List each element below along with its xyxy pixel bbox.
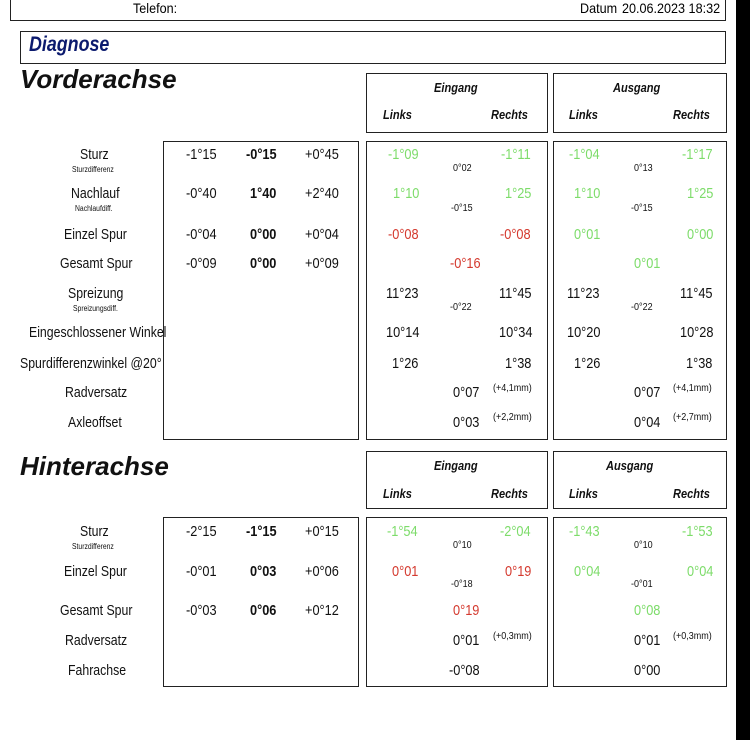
- front-nachlauf-min: -0°40: [186, 185, 217, 202]
- rear-in-sturz-diff: 0°10: [453, 540, 472, 551]
- rear-in-links: Links: [383, 486, 412, 501]
- front-out-eingeschl-left: 10°20: [567, 324, 601, 341]
- front-gesamtspur-max: +0°09: [305, 255, 339, 272]
- rear-label-gesamtspur: Gesamt Spur: [60, 602, 133, 619]
- rear-out-radversatz-mm: (+0,3mm): [673, 631, 712, 642]
- front-label-gesamtspur: Gesamt Spur: [60, 255, 133, 272]
- front-in-spreizung-right: 11°45: [499, 285, 532, 302]
- front-out-nachlauf-left: 1°10: [574, 185, 601, 202]
- front-label-spreizung: Spreizung: [68, 285, 124, 302]
- front-out-eingeschl-right: 10°28: [680, 324, 714, 341]
- front-out-links: Links: [569, 107, 598, 122]
- rear-in-sturz-right: -2°04: [500, 523, 531, 540]
- front-in-radversatz-mm: (+4,1mm): [493, 383, 532, 394]
- front-in-nachlauf-left: 1°10: [393, 185, 420, 202]
- rear-out-links: Links: [569, 486, 598, 501]
- rear-einzelspur-max: +0°06: [305, 563, 339, 580]
- front-out-sturz-right: -1°17: [682, 146, 713, 163]
- front-in-axleoffset-mm: (+2,2mm): [493, 412, 532, 423]
- front-in-axleoffset: 0°03: [453, 414, 480, 431]
- front-sturz-nominal: -0°15: [246, 146, 277, 163]
- rear-in-einzelspur-right: 0°19: [505, 563, 532, 580]
- front-label-nachlauf: Nachlauf: [71, 185, 120, 202]
- rear-out-rechts: Rechts: [673, 486, 710, 501]
- front-in-einzelspur-right: -0°08: [500, 226, 531, 243]
- header-bar: [10, 0, 726, 21]
- front-einzelspur-max: +0°04: [305, 226, 339, 243]
- rear-in-sturz-left: -1°54: [387, 523, 418, 540]
- rear-out-einzelspur-right: 0°04: [687, 563, 714, 580]
- front-nachlauf-max: +2°40: [305, 185, 339, 202]
- front-out-sturz-left: -1°04: [569, 146, 600, 163]
- rear-out-radversatz: 0°01: [634, 632, 661, 649]
- rear-out-einzelspur-diff: -0°01: [631, 579, 653, 590]
- rear-in-radversatz-mm: (+0,3mm): [493, 631, 532, 642]
- date-label: Datum: [580, 0, 618, 16]
- rear-out-sturz-diff: 0°10: [634, 540, 653, 551]
- front-gesamtspur-min: -0°09: [186, 255, 217, 272]
- rear-sturz-nominal: -1°15: [246, 523, 277, 540]
- rear-in-einzelspur-diff: -0°18: [451, 579, 473, 590]
- front-out-spreizung-diff: -0°22: [631, 302, 653, 313]
- front-sub-nachlauf: Nachlaufdiff.: [75, 204, 113, 213]
- front-out-nachlauf-right: 1°25: [687, 185, 714, 202]
- rear-gesamtspur-min: -0°03: [186, 602, 217, 619]
- rear-label-sturz: Sturz: [80, 523, 109, 540]
- front-in-spreizung-left: 11°23: [386, 285, 419, 302]
- rear-out-sturz-left: -1°43: [569, 523, 600, 540]
- front-axle-title: Vorderachse: [20, 64, 177, 94]
- front-nachlauf-nominal: 1°40: [250, 185, 277, 202]
- diagnose-box: [20, 31, 726, 64]
- front-out-axleoffset-mm: (+2,7mm): [673, 412, 712, 423]
- date-value: 20.06.2023 18:32: [622, 0, 721, 16]
- front-in-eingeschl-left: 10°14: [386, 324, 420, 341]
- rear-sturz-max: +0°15: [305, 523, 339, 540]
- front-einzelspur-min: -0°04: [186, 226, 217, 243]
- front-sturz-min: -1°15: [186, 146, 217, 163]
- front-out-spurdiff-right: 1°38: [686, 355, 713, 372]
- rear-out-fahrachse: 0°00: [634, 662, 661, 679]
- front-label-eingeschlossener: Eingeschlossener Winkel: [29, 324, 167, 341]
- rear-einzelspur-min: -0°01: [186, 563, 217, 580]
- rear-gesamtspur-nominal: 0°06: [250, 602, 277, 619]
- front-in-spreizung-diff: -0°22: [450, 302, 472, 313]
- rear-in-rechts: Rechts: [491, 486, 528, 501]
- rear-gesamtspur-max: +0°12: [305, 602, 339, 619]
- front-in-links: Links: [383, 107, 412, 122]
- front-in-sturz-diff: 0°02: [453, 163, 472, 174]
- front-sturz-max: +0°45: [305, 146, 339, 163]
- front-gesamtspur-nominal: 0°00: [250, 255, 277, 272]
- front-in-sturz-right: -1°11: [501, 146, 531, 163]
- rear-einzelspur-nominal: 0°03: [250, 563, 277, 580]
- front-in-rechts: Rechts: [491, 107, 528, 122]
- front-sub-sturz: Sturzdifferenz: [72, 165, 114, 174]
- front-label-einzelspur: Einzel Spur: [64, 226, 127, 243]
- rear-in-fahrachse: -0°08: [449, 662, 480, 679]
- front-out-sturz-diff: 0°13: [634, 163, 653, 174]
- rear-eingang-label: Eingang: [434, 458, 478, 473]
- rear-label-fahrachse: Fahrachse: [68, 662, 127, 679]
- front-out-gesamtspur: 0°01: [634, 255, 661, 272]
- diagnose-title: Diagnose: [29, 33, 110, 56]
- rear-in-einzelspur-left: 0°01: [392, 563, 419, 580]
- front-in-gesamtspur: -0°16: [450, 255, 481, 272]
- front-out-einzelspur-right: 0°00: [687, 226, 714, 243]
- rear-ausgang-label: Ausgang: [606, 458, 654, 473]
- front-out-axleoffset: 0°04: [634, 414, 661, 431]
- rear-out-sturz-right: -1°53: [682, 523, 713, 540]
- rear-out-gesamtspur: 0°08: [634, 602, 661, 619]
- front-ausgang-label: Ausgang: [613, 80, 661, 95]
- front-eingang-label: Eingang: [434, 80, 478, 95]
- front-in-eingeschl-right: 10°34: [499, 324, 533, 341]
- front-out-einzelspur-left: 0°01: [574, 226, 601, 243]
- front-in-einzelspur-left: -0°08: [388, 226, 419, 243]
- rear-label-radversatz: Radversatz: [65, 632, 128, 649]
- rear-sturz-min: -2°15: [186, 523, 217, 540]
- rear-out-einzelspur-left: 0°04: [574, 563, 601, 580]
- front-out-spurdiff-left: 1°26: [574, 355, 601, 372]
- front-out-radversatz: 0°07: [634, 384, 661, 401]
- front-out-rechts: Rechts: [673, 107, 710, 122]
- rear-in-radversatz: 0°01: [453, 632, 480, 649]
- front-sub-spreizung: Spreizungsdiff.: [73, 304, 118, 313]
- front-label-spurdifferenz: Spurdifferenzwinkel @20°: [20, 355, 162, 372]
- front-out-radversatz-mm: (+4,1mm): [673, 383, 712, 394]
- front-in-spurdiff-left: 1°26: [392, 355, 419, 372]
- phone-label: Telefon:: [133, 0, 178, 16]
- front-in-spurdiff-right: 1°38: [505, 355, 532, 372]
- front-label-radversatz: Radversatz: [65, 384, 128, 401]
- rear-sub-sturz: Sturzdifferenz: [72, 542, 114, 551]
- rear-in-gesamtspur: 0°19: [453, 602, 480, 619]
- front-label-sturz: Sturz: [80, 146, 109, 163]
- front-out-spreizung-left: 11°23: [567, 285, 600, 302]
- front-einzelspur-nominal: 0°00: [250, 226, 277, 243]
- front-in-nachlauf-diff: -0°15: [451, 203, 473, 214]
- rear-axle-title: Hinterachse: [20, 451, 169, 481]
- front-in-sturz-left: -1°09: [388, 146, 419, 163]
- front-in-radversatz: 0°07: [453, 384, 480, 401]
- rear-label-einzelspur: Einzel Spur: [64, 563, 127, 580]
- front-label-axleoffset: Axleoffset: [68, 414, 122, 431]
- front-out-nachlauf-diff: -0°15: [631, 203, 653, 214]
- front-in-nachlauf-right: 1°25: [505, 185, 532, 202]
- front-out-spreizung-right: 11°45: [680, 285, 713, 302]
